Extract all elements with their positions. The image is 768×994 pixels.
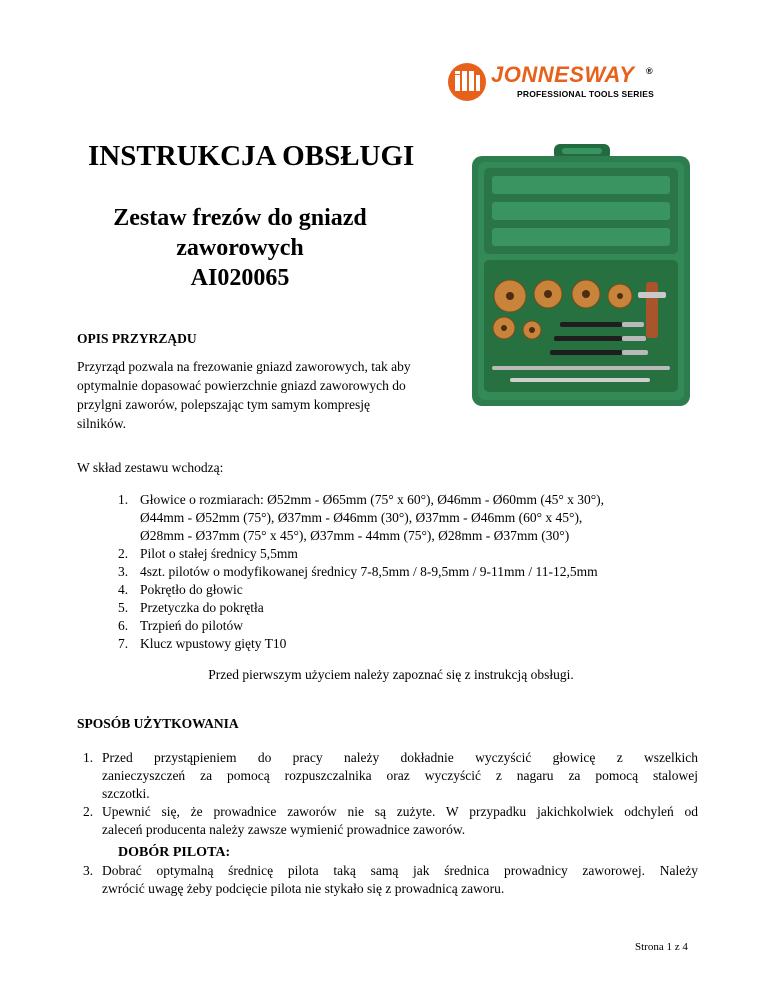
list-line: Pokrętło do głowic xyxy=(140,582,243,597)
list-number: 6. xyxy=(118,618,129,633)
list-item xyxy=(83,803,698,839)
first-use-note: Przed pierwszym użyciem należy zapoznać się z instrukcją obsługi. xyxy=(208,667,574,682)
list-item xyxy=(83,862,698,898)
list-item xyxy=(118,581,698,599)
list-line: Głowice o rozmiarach: Ø52mm - Ø65mm (75° x 60°), Ø46mm - Ø60mm (45° x 30°), xyxy=(140,492,605,507)
opis-line: optymalnie dopasować powierzchnie gniazd zaworowych do xyxy=(77,378,406,393)
list-line: Dobrać optymalną średnicę pilota taką samą jak średnica prowadnicy zaworowej. Należy xyxy=(102,863,698,878)
list-line: Upewnić się, że prowadnice zaworów nie są zużyte. W przypadku jakichkolwiek odchyleń od xyxy=(102,804,698,819)
logo-brand-text: JONNESWAY xyxy=(491,62,635,87)
logo-emblem-icon xyxy=(447,62,487,102)
list-line: Ø44mm - Ø52mm (75°), Ø37mm - Ø46mm (30°), Ø37mm - Ø46mm (60° x 45°), xyxy=(140,510,583,525)
list-number: 2. xyxy=(118,546,129,561)
list-number: 4. xyxy=(118,582,129,597)
list-line: Klucz wpustowy gięty T10 xyxy=(140,636,287,651)
list-number: 5. xyxy=(118,600,129,615)
subtitle-line-1: Zestaw frezów do gniazd xyxy=(113,205,367,231)
list-item xyxy=(83,749,698,803)
subheading-dobor-pilota: DOBÓR PILOTA: xyxy=(118,845,231,860)
list-number: 1. xyxy=(83,750,94,765)
list-line: Przetyczka do pokrętła xyxy=(140,600,264,615)
components-list xyxy=(118,491,698,653)
opis-paragraph xyxy=(77,357,411,433)
list-line: Przed przystąpieniem do pracy należy dokładnie wyczyścić głowicę z wszelkich xyxy=(102,750,698,765)
section-heading-sposob: SPOSÓB UŻYTKOWANIA xyxy=(77,716,239,731)
document-title: INSTRUKCJA OBSŁUGI xyxy=(88,140,415,172)
list-line: zaleceń producenta należy zawsze wymienić prowadnice zaworów. xyxy=(102,822,466,837)
list-line: Ø28mm - Ø37mm (75° x 45°), Ø37mm - 44mm (75°), Ø28mm - Ø37mm (30°) xyxy=(140,528,570,543)
opis-line: silników. xyxy=(77,416,127,431)
list-number: 3. xyxy=(83,863,94,878)
list-item xyxy=(118,617,698,635)
section-heading-opis: OPIS PRZYRZĄDU xyxy=(77,331,197,346)
opis-line: Przyrząd pozwala na frezowanie gniazd zaworowych, tak aby xyxy=(77,359,411,374)
product-code: AI020065 xyxy=(190,265,290,291)
logo-registered-mark: ® xyxy=(646,66,653,76)
pilot-selection-list xyxy=(83,862,698,898)
list-line: zanieczyszczeń za pomocą rozpuszczalnika oraz wyczyścić z nagaru za pomocą stalowej xyxy=(102,768,698,783)
brand-logo xyxy=(447,62,662,104)
product-photo xyxy=(470,142,692,407)
list-number: 2. xyxy=(83,804,94,819)
subtitle-line-2: zaworowych xyxy=(176,235,304,261)
list-line: zwrócić uwagę żeby podcięcie pilota nie stykało się z prowadnicą zaworu. xyxy=(102,881,505,896)
list-line: Trzpień do pilotów xyxy=(140,618,244,633)
list-item xyxy=(118,635,698,653)
page-number: Strona 1 z 4 xyxy=(635,941,688,953)
list-line: Pilot o stałej średnicy 5,5mm xyxy=(140,546,298,561)
list-number: 1. xyxy=(118,492,129,507)
opis-line: przylgni zaworów, polepszając tym samym kompresję xyxy=(77,397,371,412)
list-line: szczotki. xyxy=(102,786,150,801)
usage-steps-list xyxy=(83,749,698,839)
list-number: 7. xyxy=(118,636,129,651)
logo-tagline: PROFESSIONAL TOOLS SERIES xyxy=(517,89,654,99)
document-subtitle xyxy=(95,203,385,293)
list-number: 3. xyxy=(118,564,129,579)
list-item xyxy=(118,599,698,617)
sklad-intro: W skład zestawu wchodzą: xyxy=(77,460,224,475)
list-item xyxy=(118,491,698,545)
list-item xyxy=(118,563,698,581)
list-line: 4szt. pilotów o modyfikowanej średnicy 7-8,5mm / 8-9,5mm / 9-11mm / 11-12,5mm xyxy=(140,564,598,579)
list-item xyxy=(118,545,698,563)
